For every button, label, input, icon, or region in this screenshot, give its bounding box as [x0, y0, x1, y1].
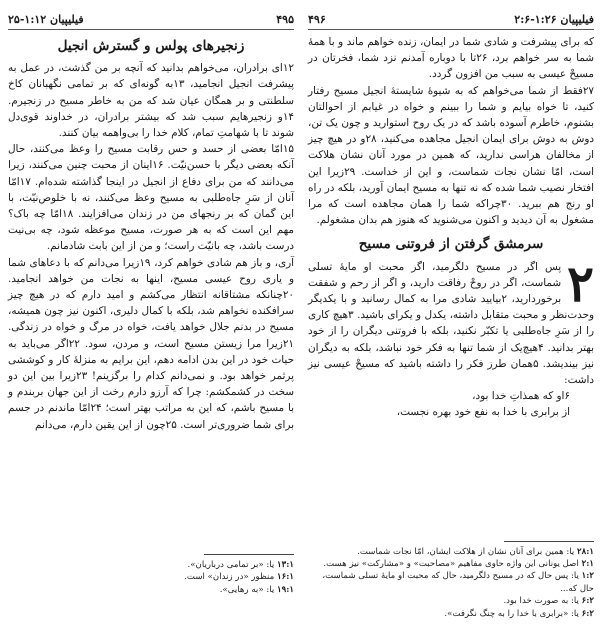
- quote-line: ۶او که همذاتِ خدا بود،: [472, 390, 570, 403]
- paragraph: ۱۵امّا بعضی از حسد و حس رقابت مسیح را وعظ می‌کنند، حال آنکه بعضی دیگر با حسن‌نیّت. ۱۶اینان از محبت چنین می‌کنند، زیرا می‌دانند که من برای دفاع از انجیل در اینجا گذاشته شده‌ام. ۱۷امّا آنان از سَرِ جاه‌طلبی به مسیح وعظ می‌کنند، نه با خلوص‌نیّت، با این گمان که بر رنجهای من در زندان می‌افزایند. ۱۸امّا چه باک؟ مهم این است که به هر صورت، مسیح موعظه شود، چه بی‌نیت درست باشد، چه بانیّت راست؛ و من از این بابت شادمانم.: [8, 143, 294, 253]
- right-header-book: فیلیپیان ۱:۲۶-۲:۶: [514, 13, 594, 26]
- chapter-text: پس اگر در مسیح دلگرمید، اگر محبت او مایهٔ تسلی شماست، اگر در روحْ رفاقت دارید، و اگر از رحم و شفقت برخوردارید، ۲بیایید شادی مرا به کمال رسانید و با یکدیگر وحدت‌نظر و محبت متقابل داشته، یکدل و یکرای باشید. ۳هیچ کاری را از سَرِ جاه‌طلبی یا تکبّر نکنید، بلکه با فروتنی دیگران را از خود بهتر بدانید. ۴هیچ‌یک از شما تنها به فکر خود نباشد، بلکه به دیگران نیز بیندیشد. ۵همان طرز فکر را داشته باشید که مسیحْ عیسی نیز داشت:: [308, 260, 595, 387]
- left-page-number: ۴۹۵: [276, 13, 294, 26]
- right-page-number: ۴۹۶: [308, 13, 326, 26]
- chapter-number: ۲: [567, 253, 594, 313]
- footnote: ۶:۲ یا: «برابری با خدا را به چنگ نگرفت».: [444, 608, 594, 619]
- left-footnotes: [8, 546, 294, 596]
- footnote: ۲:۱ اصل یونانی این واژه حاوی مفاهیم «مصاحبت» و «مشارکت» نیز هست.: [323, 558, 594, 569]
- section-heading: زنجیرهای پولس و گسترش انجیل: [57, 38, 245, 54]
- footnote-divider: [204, 554, 294, 555]
- footnote: ۲۸:۱ یا: همین برای آنان نشان از هلاکت ایشان، امّا نجات شماست.: [357, 546, 594, 557]
- chapter-paragraph: [308, 253, 595, 389]
- quote-line: از برابری با خدا به نفع خود بهره نجست،: [396, 406, 570, 419]
- section-heading: سرمشق گرفتن از فروتنی مسیح: [358, 236, 544, 253]
- left-page-header: [8, 0, 294, 30]
- right-page: [308, 0, 594, 626]
- left-header-book: فیلیپیان ۱:۱۲-۲۵: [8, 13, 84, 26]
- paragraph: آری، و باز هم شادی خواهم کرد، ۱۹زیرا می‌دانم که با دعاهای شما و یاری روح عیسی مسیح، اینها به نجات من خواهد انجامید. ۲۰چنانکه مشتاقانه انتظار می‌کشم و امید دارم که در هیچ چیز سرافکنده نخواهم شد، بلکه با کمال دلیری، اکنون نیز چون همیشه، مسیح در بدنم جلال خواهد یافت، خواه در مرگ و خواه در زندگی. ۲۱زیرا مرا زیستن مسیح است، و مردن، سود. ۲۲اگر می‌باید به حیات خود در این بدن ادامه دهم، این برایم به منزلهٔ کار و کوششی پرثمر خواهد بود. و نمی‌دانم کدام را برگزینم! ۲۳زیرا بین این دو سخت در کشمکشم: چرا که آرزو دارم رخت از این جهان بربندم و با مسیح باشم، که این به مراتب بهتر است؛ ۲۴امّا ماندنم در جسم برای شما ضروری‌تر است. ۲۵چون از این یقین دارم، می‌دانم: [8, 256, 294, 431]
- footnote: ۱:۲ یا: پس حال که در مسیح دلگرمید، حال که محبت او مایهٔ تسلی شماست، حال که...: [322, 571, 594, 594]
- footnote: ۱۳:۱ یا: «بر تمامی درباریان».: [187, 559, 294, 570]
- footnote: ۱۹:۱ یا: «به رهایی».: [219, 584, 294, 595]
- paragraph: ۱۲ای برادران، می‌خواهم بدانید که آنچه بر من گذشت، در عمل به پیشرفت انجیل انجامید، ۱۳به گونه‌ای که بر تمامی نگهبانان کاخ سلطنتی و بر همگان عیان شد که من به خاطر مسیح در زنجیرم. ۱۴و زنجیرهایم سبب شد که بیشتر برادران، در خداوند قوی‌دل شوند تا با شهامتِ تمام، کلام خدا را بی‌واهمه بیان کنند.: [8, 62, 294, 140]
- paragraph: که برای پیشرفت و شادی شما در ایمان، زنده خواهم ماند و با همهٔ شما به سر خواهم برد، ۲۶تا با دوباره آمدنم نزد شما، فخرتان در مسیحْ عیسی به سبب من افزون گردد.: [308, 36, 594, 81]
- footnote: ۶:۲ یا: به صورت خدا بود.: [503, 596, 594, 607]
- right-footnotes: [308, 533, 594, 620]
- footnote: ۱۶:۱ منظور «در زندان» است.: [184, 572, 294, 583]
- right-page-header: [308, 0, 594, 30]
- left-page: [8, 0, 294, 626]
- paragraph: ۲۷فقط از شما می‌خواهم که به شیوهٔ شایستهٔ انجیل مسیح رفتار کنید، تا خواه بیایم و شما را ببینم و خواه در غیابم از احوالتان بشنوم، خاطرم آسوده باشد که در یک روح استوارید و چون یک تن، دوش به دوش برای ایمان انجیل مجاهده می‌کنید، ۲۸و در هیچ چیز از مخالفان هراسی ندارید، که همین در مورد آنان نشان هلاکت است، امّا نشان نجات شماست، و این از خداست. ۲۹زیرا این افتخار نصیب شما شده که نه تنها به مسیح ایمان آورید، بلکه در راه او رنج هم ببرید. ۳۰چراکه شما را همان مجاهده است که مرا مشغول به آن دیدید و اکنون می‌شنوید که هنوز هم بدان مشغولم.: [308, 84, 594, 227]
- right-body: [308, 34, 594, 420]
- poetic-quote: [308, 388, 594, 420]
- footnote-divider: [504, 541, 594, 542]
- left-body: [8, 38, 294, 433]
